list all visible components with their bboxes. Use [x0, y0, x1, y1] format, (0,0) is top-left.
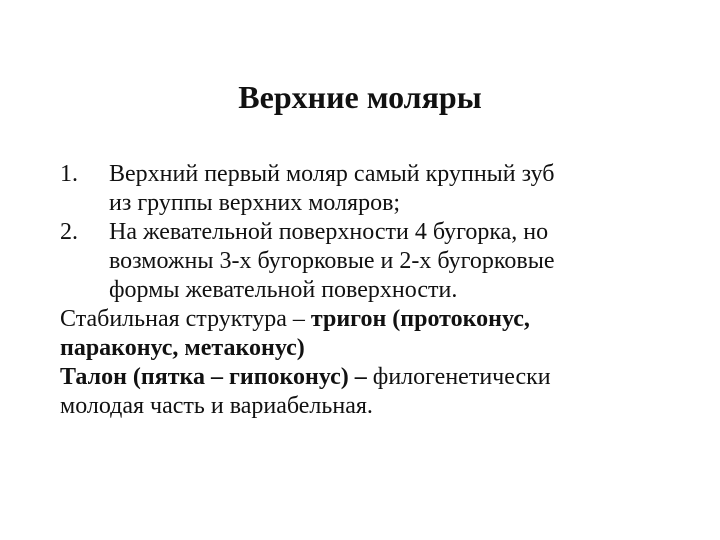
stable-structure-term-1: тригон (протоконус, [310, 306, 530, 332]
stable-structure-lead: Стабильная структура – [60, 306, 311, 332]
talon-text-1: филогенетически [366, 364, 551, 390]
talon-text-2: молодая часть и вариабельная. [60, 393, 373, 419]
slide-body [60, 160, 660, 421]
list-item-2-line-2: возможны 3-х бугорковые и 2-х бугорковые [109, 248, 555, 274]
list-item-1-line-2: из группы верхних моляров; [109, 190, 401, 216]
list-item-2-line-1: На жевательной поверхности 4 бугорка, но [109, 219, 549, 245]
list-item-2 [60, 218, 660, 305]
list-number-1: 1. [60, 161, 78, 187]
list-number-2: 2. [60, 219, 78, 245]
list-item-1 [60, 160, 660, 218]
slide-title: Верхние моляры [238, 79, 482, 115]
list-item-2-line-3: формы жевательной поверхности. [109, 277, 458, 303]
stable-structure-paragraph [60, 305, 660, 363]
list-item-1-line-1: Верхний первый моляр самый крупный зуб [109, 161, 555, 187]
talon-paragraph [60, 363, 660, 421]
stable-structure-term-2: параконус, метаконус) [60, 335, 305, 361]
talon-term: Талон (пятка – гипоконус) – [60, 364, 367, 390]
